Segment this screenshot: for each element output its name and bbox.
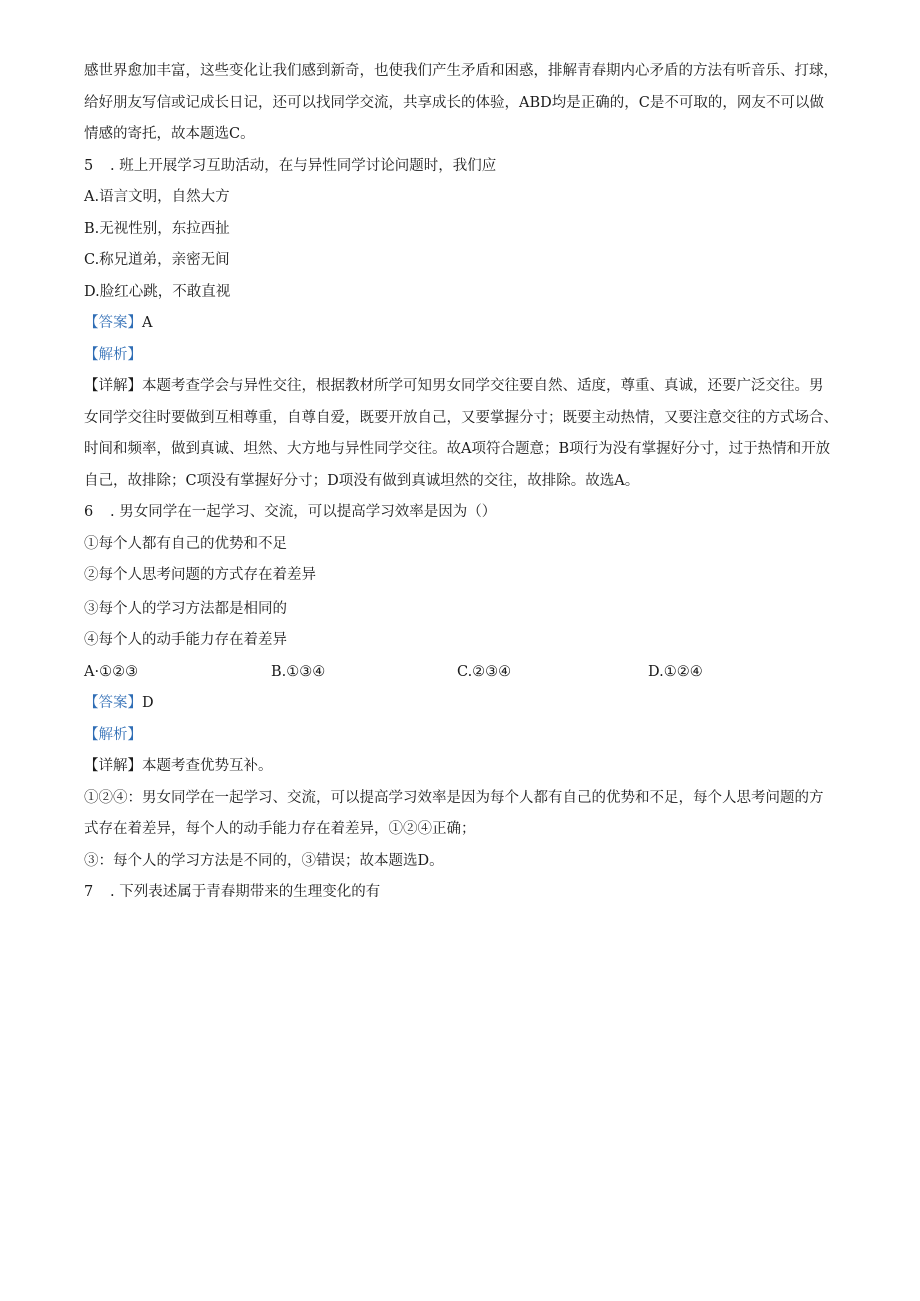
prev-analysis-line-2: 给好朋友写信或记成长日记，还可以找同学交流，共享成长的体验，ABD均是正确的，C是不可取的，网友不可以做: [84, 94, 824, 111]
question-5-detail-line-3: 时间和频率，做到真诚、坦然、大方地与异性同学交往。故A项符合题意；B项行为没有掌握好分寸，过于热情和开放: [84, 441, 831, 457]
question-7-stem: [84, 877, 844, 909]
question-6-statement-1: ①每个人都有自己的优势和不足: [84, 535, 287, 552]
question-6-detail: [84, 751, 844, 783]
document-page: [84, 56, 844, 909]
question-6-explain-line-3: ③：每个人的学习方法是不同的，③错误；故本题选D。: [84, 852, 444, 869]
question-5-answer: [84, 308, 844, 340]
question-5-detail-line-1: [84, 371, 844, 403]
question-6-answer: [84, 688, 844, 720]
question-5-analysis-tag: 【解析】: [84, 346, 142, 363]
answer-tag: 【答案】: [84, 315, 142, 331]
question-6-statement-3: ③每个人的学习方法都是相同的: [84, 600, 287, 617]
question-6-option-b: B.①③④: [271, 663, 326, 680]
detail-text: 本题考查优势互补。: [142, 758, 273, 774]
question-6-statement-2: ②每个人思考问题的方式存在着差异: [84, 567, 316, 583]
question-7-text: . 下列表述属于青春期带来的生理变化的有: [110, 884, 381, 900]
question-6-number: 6: [84, 504, 94, 520]
question-5-detail-line-4: 自己，故排除；C项没有掌握好分寸；D项没有做到真诚坦然的交往，故排除。故选A。: [84, 472, 640, 489]
question-5-option-c: C.称兄道弟，亲密无间: [84, 252, 230, 268]
question-6-option-d: D.①②④: [648, 663, 703, 680]
question-6-explain-line-2: 式存在着差异，每个人的动手能力存在着差异，①②④正确；: [84, 821, 476, 837]
detail-tag: 【详解】: [84, 378, 142, 394]
question-5-option-d: D.脸红心跳，不敢直视: [84, 283, 231, 300]
question-6-option-c: C.②③④: [457, 663, 512, 680]
question-5-stem: [84, 151, 844, 183]
question-5-option-a: A.语言文明，自然大方: [84, 189, 230, 205]
question-7-number: 7: [84, 884, 94, 900]
question-6-options: [84, 657, 844, 689]
answer-value: A: [142, 315, 153, 331]
question-6-analysis-tag: 【解析】: [84, 726, 142, 743]
question-6-stem: [84, 497, 844, 529]
detail-tag: 【详解】: [84, 758, 142, 774]
prev-analysis-line-1: 感世界愈加丰富，这些变化让我们感到新奇，也使我们产生矛盾和困惑，排解青春期内心矛盾的方法有听音乐、打球，: [84, 63, 838, 79]
question-6-explain-line-1: ①②④：男女同学在一起学习、交流，可以提高学习效率是因为每个人都有自己的优势和不足，每个人思考问题的方: [84, 789, 824, 806]
question-5-text: . 班上开展学习互助活动，在与异性同学讨论问题时，我们应: [110, 157, 497, 174]
question-5-option-b: B.无视性别，东拉西扯: [84, 220, 230, 237]
question-6-statement-4: ④每个人的动手能力存在着差异: [84, 632, 287, 648]
question-5-detail-line-2: 女同学交往时要做到互相尊重，自尊自爱，既要开放自己，又要掌握分寸；既要主动热情，又要注意交往的方式场合、: [84, 409, 838, 426]
question-6-option-a: A·①②③: [84, 663, 139, 680]
question-5-number: 5: [84, 157, 94, 174]
answer-tag: 【答案】: [84, 695, 142, 711]
detail-text: 本题考查学会与异性交往，根据教材所学可知男女同学交往要自然、适度，尊重、真诚，还要广泛交往。男: [142, 378, 824, 394]
answer-value: D: [142, 695, 154, 711]
prev-analysis-line-3: 情感的寄托，故本题选C。: [84, 126, 255, 142]
question-6-text: . 男女同学在一起学习、交流，可以提高学习效率是因为（）: [110, 504, 497, 520]
